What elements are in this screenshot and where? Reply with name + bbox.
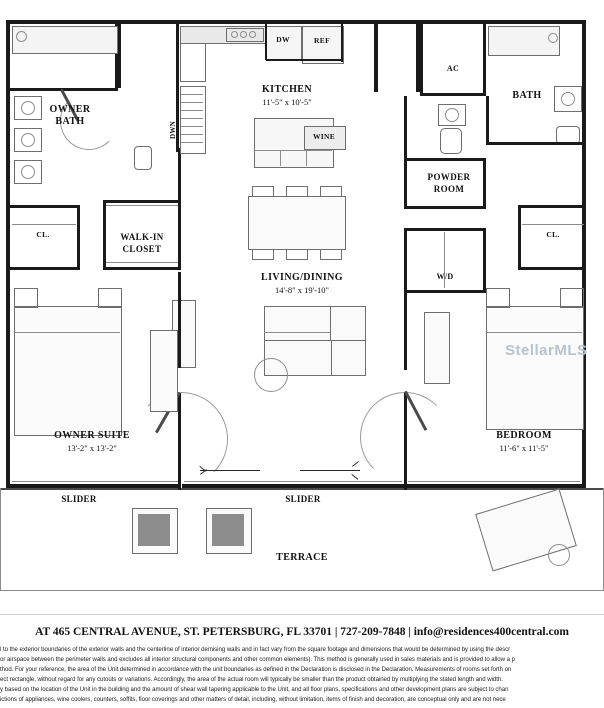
wall-ac-right <box>483 24 486 96</box>
label-bedroom: BEDROOM <box>496 430 552 441</box>
wall-cl-right-top <box>518 205 586 208</box>
dining-chair-5 <box>286 249 308 260</box>
label-owner-bath: OWNER <box>49 104 91 115</box>
sink-icon-right <box>561 92 575 106</box>
footer <box>0 620 604 708</box>
dining-chair-2 <box>286 186 308 197</box>
wall-top-left <box>6 20 178 24</box>
label-living-dining: LIVING/DINING <box>261 272 343 283</box>
wall-ac-bottom <box>420 93 486 96</box>
label-walkin-2: CLOSET <box>122 244 162 254</box>
wall-cl-right-left <box>518 205 521 269</box>
wall-wd-bottom <box>404 290 486 293</box>
disclaimer-line-2: or airspace between the perimeter walls and excludes all interior structural components and other common elements). This method is generally used in sales materials and is provided to allow a p <box>0 656 515 663</box>
wall-ac-left2 <box>420 24 423 96</box>
label-owner-suite-dim: 13'-2" x 13'-2" <box>67 443 117 453</box>
wall-corridor-left-upper <box>118 24 121 88</box>
wall-slider-mid-frame <box>182 484 404 488</box>
door-swing-bedroom <box>360 392 450 482</box>
wall-cl-left-bottom <box>10 267 80 270</box>
foyer-closet <box>180 40 206 82</box>
label-kitchen-dim: 11'-5" x 10'-5" <box>262 97 312 107</box>
label-cl-left: CL. <box>36 230 50 239</box>
wall-powder-bottom <box>404 206 486 209</box>
closet-shelf-1 <box>106 205 178 206</box>
stair-well <box>180 86 206 154</box>
label-dw: DW <box>276 35 290 44</box>
wall-cl-left-right <box>77 205 80 270</box>
dining-chair-4 <box>252 249 274 260</box>
label-dwn: DWN <box>169 121 177 140</box>
tub-owner-bath <box>12 26 118 54</box>
label-walkin-1: WALK-IN <box>120 232 164 242</box>
wall-walkin-top <box>103 200 181 203</box>
wall-top-notch-h <box>374 20 420 24</box>
tub-drain-icon <box>16 31 27 42</box>
label-owner-suite: OWNER SUITE <box>54 430 130 441</box>
wall-living-left-lower <box>178 272 181 368</box>
tub-drain-icon-2 <box>548 33 558 43</box>
wall-wd-right <box>483 228 486 293</box>
slider-arrow-line-2 <box>300 470 360 471</box>
bedroom-bed <box>486 306 584 430</box>
terrace-edge-left <box>0 488 1 590</box>
footer-divider <box>0 614 604 615</box>
terrace-edge-bottom <box>0 590 604 591</box>
footer-address: AT 465 CENTRAL AVENUE, ST. PETERSBURG, FL 33701 | 727-209-7848 | info@residences400central.com <box>35 626 569 638</box>
bedroom-nightstand-right <box>560 288 584 308</box>
bedroom-nightstand-left <box>486 288 510 308</box>
disclaimer-line-5: y based on the location of the Unit in the building and the amount of shear wall tapering applicable to the Unit, and all floor plans, specifications and other development plans are subject to chan <box>0 686 509 693</box>
owner-suite-dresser <box>150 330 178 412</box>
label-cl-right: CL. <box>546 230 560 239</box>
toilet-owner-bath-icon <box>134 146 152 170</box>
dining-table <box>248 196 346 250</box>
label-kitchen: KITCHEN <box>261 84 313 95</box>
wall-walkin-bottom <box>103 267 181 270</box>
shelf-line-cl-left <box>12 224 76 225</box>
terrace-side-table <box>548 544 570 566</box>
sofa <box>264 306 332 342</box>
wall-kitchen-niche <box>266 59 343 61</box>
bedroom-dresser <box>424 312 450 384</box>
label-ref: REF <box>314 36 330 45</box>
label-slider-left: SLIDER <box>61 494 97 504</box>
sink-icon-3 <box>21 165 35 179</box>
wall-powder-left <box>404 96 407 160</box>
label-wd: W/D <box>436 272 454 281</box>
label-terrace: TERRACE <box>276 552 328 563</box>
label-wine: WINE <box>312 132 336 141</box>
slider-arrow-line-1 <box>200 470 260 471</box>
toilet-powder-icon <box>440 128 462 154</box>
owner-suite-bed <box>14 306 122 436</box>
disclaimer-line-3: thod. For your reference, the area of the Unit determined in accordance with the unit boundaries as defined in the Declaration is disclosed in the Declaration. Measurements of rooms set forth on <box>0 666 512 673</box>
sink-icon-2 <box>21 133 35 147</box>
wall-cl-left-top <box>10 205 80 208</box>
closet-shelf-2 <box>106 262 178 263</box>
wall-wd-left <box>404 228 407 292</box>
label-slider-right: SLIDER <box>285 494 321 504</box>
wall-slider-left-frame <box>10 484 180 488</box>
wall-cl-right-bottom <box>518 267 586 270</box>
wall-terrace-top <box>0 488 604 490</box>
round-rug-icon <box>254 358 288 392</box>
disclaimer-line-6: ictions of appliances, wine coolers, counters, soffits, floor coverings and other matters of detail, including, without limitation, items of finish and decoration, are conceptual only and are not nece <box>0 696 506 703</box>
label-owner-bath-2: BATH <box>55 116 85 127</box>
nightstand-left <box>14 288 38 308</box>
wall-dw-left <box>265 24 267 60</box>
label-bath: BATH <box>512 90 542 101</box>
disclaimer-line-1: l to the exterior boundaries of the exterior walls and the centerline of interior demising walls and in fact vary from the square footage and dimensions that would be determined by using the descr <box>0 646 511 653</box>
wall-top-right <box>416 20 586 24</box>
dining-chair-6 <box>320 249 342 260</box>
wall-powder-right <box>483 158 486 208</box>
wall-bath-bottom <box>486 142 586 145</box>
wall-top-notch-v <box>374 20 378 92</box>
wall-slider-right-frame <box>406 484 582 488</box>
dining-chair-1 <box>252 186 274 197</box>
wall-bath-left <box>486 96 489 145</box>
wall-walkin-right <box>178 148 181 270</box>
armchair-2 <box>330 340 366 376</box>
nightstand-right <box>98 288 122 308</box>
wall-ref-right <box>341 24 343 62</box>
label-powder-2: ROOM <box>433 184 465 194</box>
label-ac: AC <box>446 64 460 73</box>
label-powder-1: POWDER <box>427 172 471 182</box>
watermark: StellarMLS <box>505 342 588 359</box>
wall-wd-top <box>404 228 486 231</box>
dining-chair-3 <box>320 186 342 197</box>
armchair-1 <box>330 306 366 342</box>
label-living-dining-dim: 14'-8" x 19'-10" <box>275 285 329 295</box>
label-bedroom-dim: 11'-6" x 11'-5" <box>499 443 549 453</box>
disclaimer-line-4: ect rectangle, without regard for any cutouts or variations. Accordingly, the area of the actual room will typically be smaller than the product obtained by multiplying the stated length and width. <box>0 676 503 683</box>
wall-top-kitchen <box>176 20 376 24</box>
wall-living-right-a <box>404 160 407 206</box>
wall-powder-top <box>404 158 486 161</box>
sink-icon-powder <box>445 108 459 122</box>
